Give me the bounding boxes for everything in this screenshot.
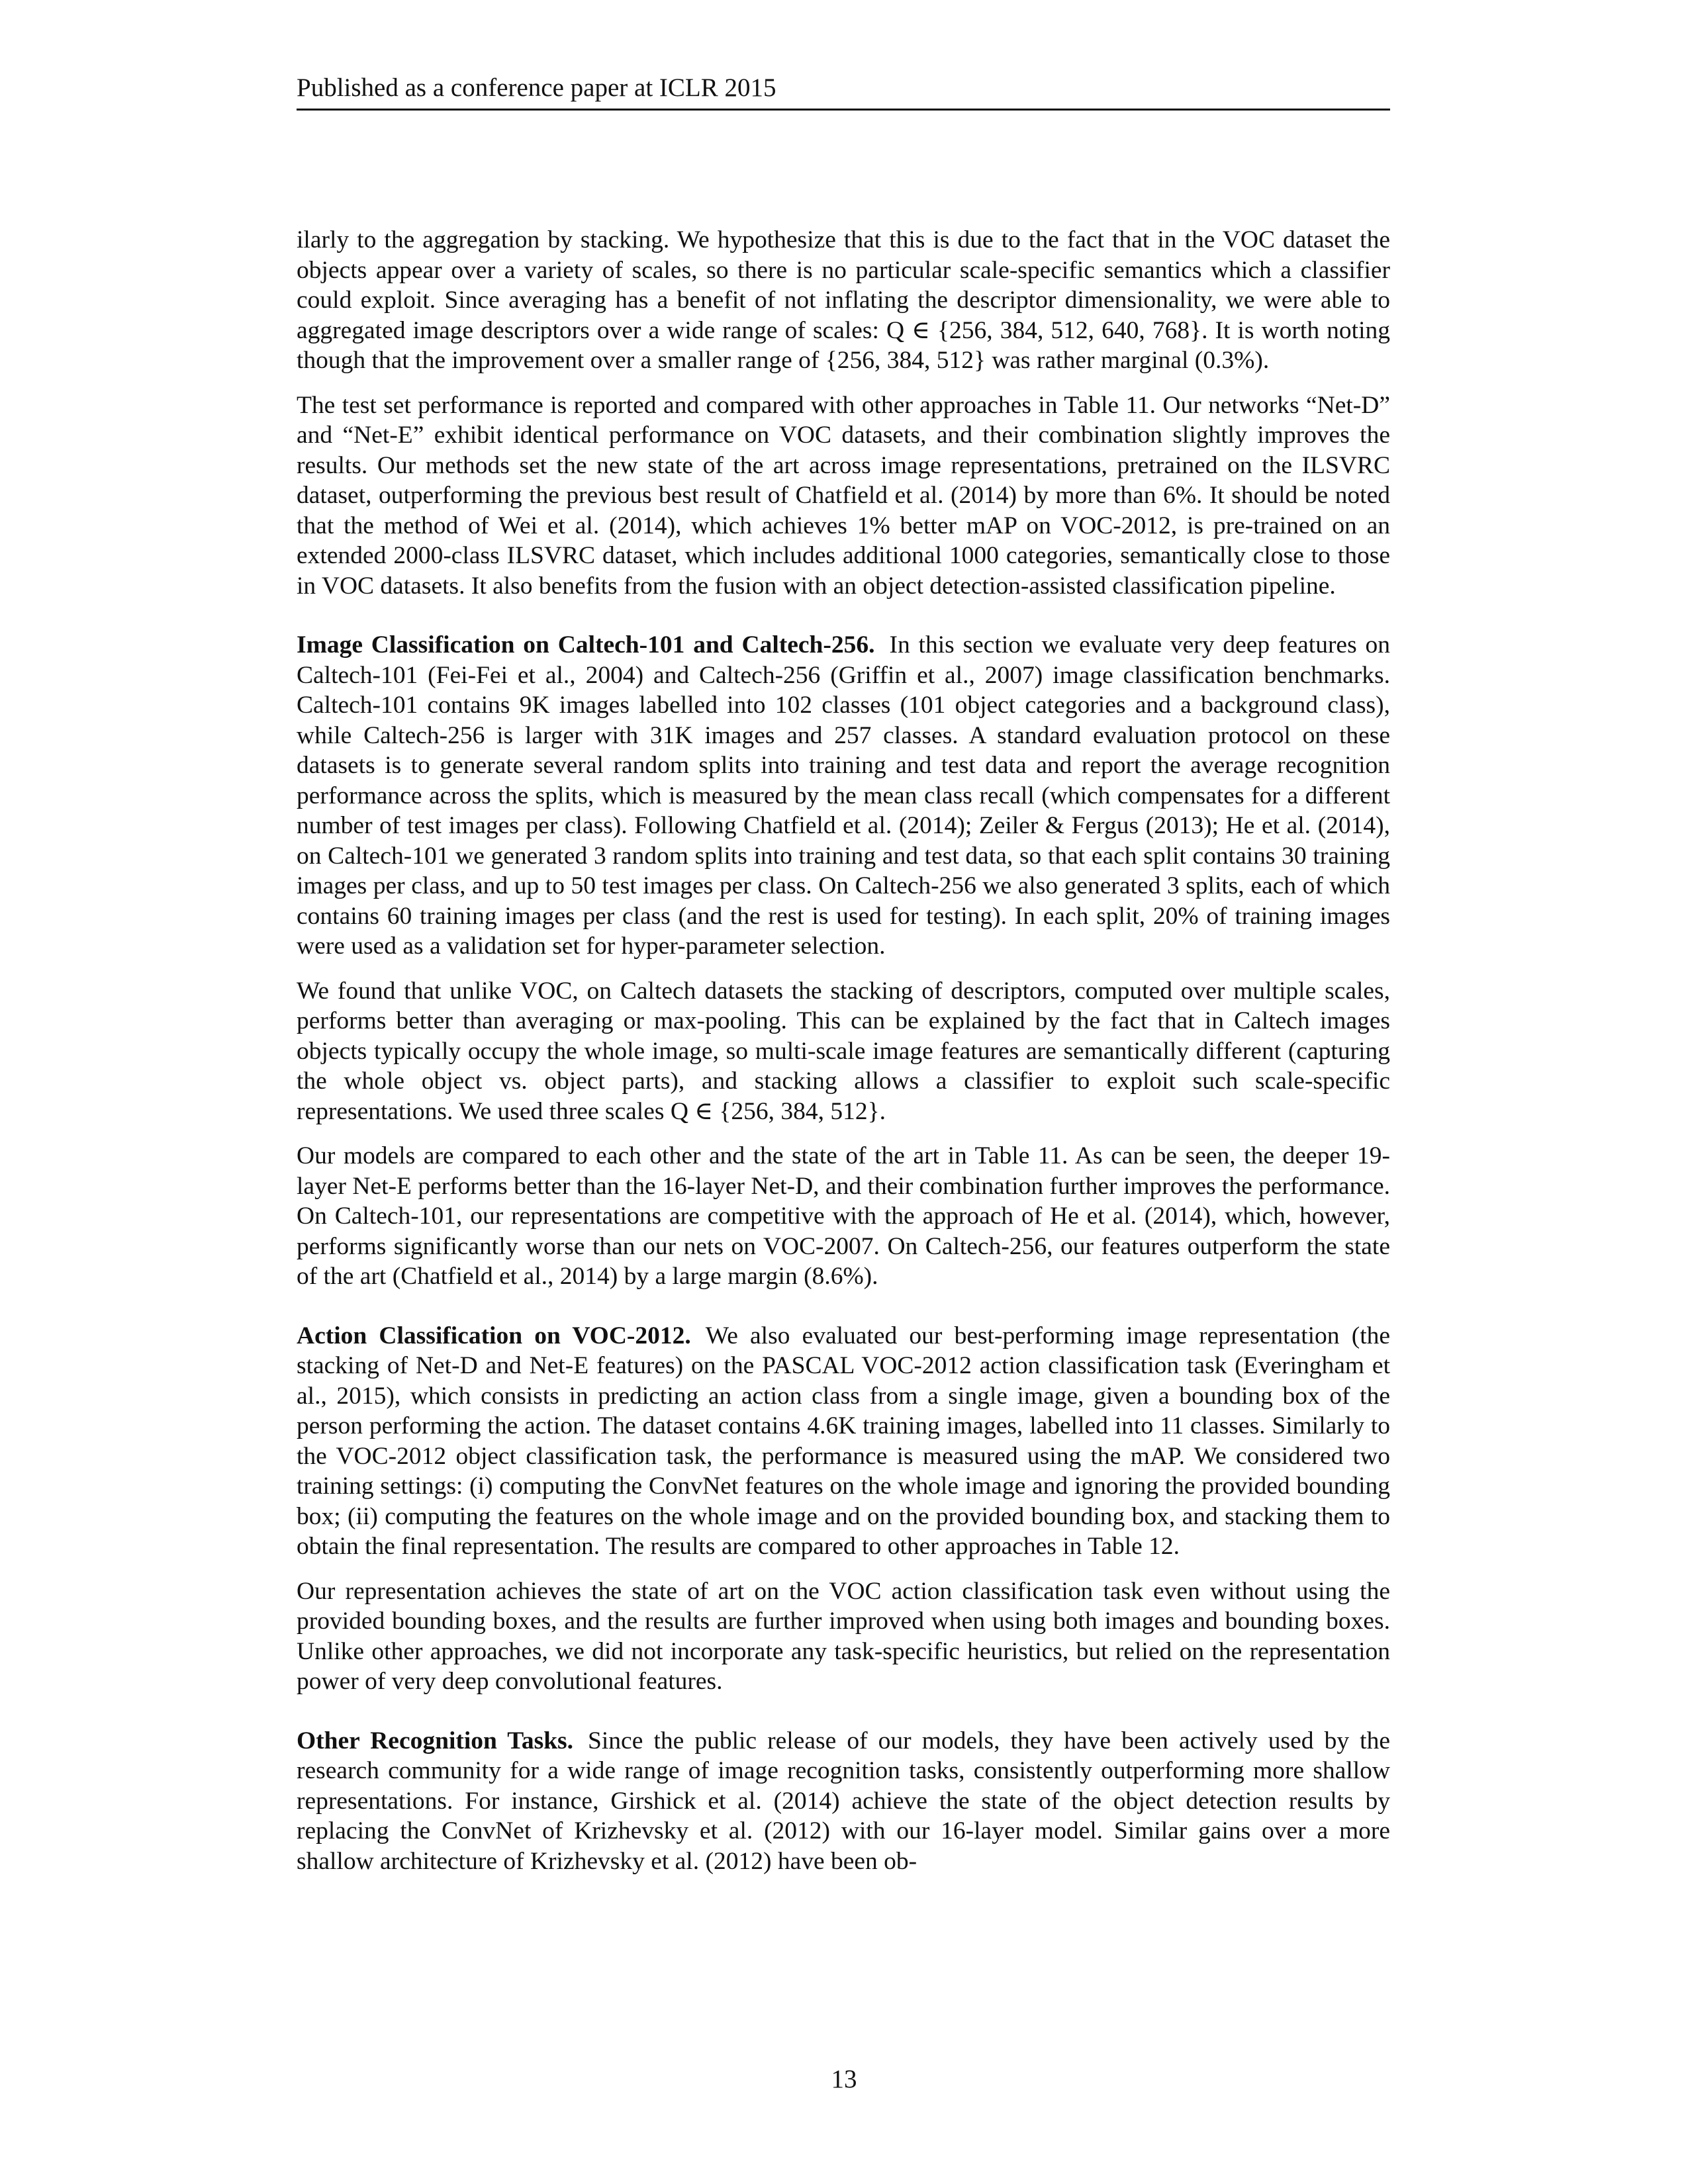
paragraph-heading: Image Classification on Caltech-101 and Caltech-256. — [297, 631, 875, 659]
paragraph-text: We found that unlike VOC, on Caltech datasets the stacking of descriptors, computed over multiple scales, performs better than averaging or max-pooling. This can be explained by the fact that in Caltech images objects typically occupy the whole image, so multi-scale image features are semantically different (capturing the whole object vs. object parts), and stacking allows a classifier to exploit such scale-specific representations. We used three scales Q ∈ {256, 384, 512}. — [297, 977, 1390, 1125]
paragraph-action-classification — [297, 1321, 1390, 1562]
paragraph-text: ilarly to the aggregation by stacking. We hypothesize that this is due to the fact that in the VOC dataset the objects appear over a variety of scales, so there is no particular scale-specific semantics which a classifier could exploit. Since averaging has a benefit of not inflating the descriptor dimensionality, we were able to aggregated image descriptors over a wide range of scales: Q ∈ {256, 384, 512, 640, 768}. It is worth noting though that the improvement over a smaller range of {256, 384, 512} was rather marginal (0.3%). — [297, 226, 1390, 374]
paragraph-text: Our models are compared to each other and the state of the art in Table 11. As can be seen, the deeper 19-layer Net-E performs better than the 16-layer Net-D, and their combination further improves the performance. On Caltech-101, our representations are competitive with the approach of He et al. (2014), which, however, performs significantly worse than our nets on VOC-2007. On Caltech-256, our features outperform the state of the art (Chatfield et al., 2014) by a large margin (8.6%). — [297, 1142, 1390, 1290]
paragraph-voc-test-performance — [297, 390, 1390, 602]
paragraph-voc-scale-aggregation — [297, 225, 1390, 376]
paragraph-heading: Action Classification on VOC-2012. — [297, 1322, 691, 1349]
paragraph-text: Since the public release of our models, they have been actively used by the research community for a wide range of image recognition tasks, consistently outperforming more shallow representations. For instance, Girshick et al. (2014) achieve the state of the object detection results by replacing the ConvNet of Krizhevsky et al. (2012) with our 16-layer model. Similar gains over a more shallow architecture of Krizhevsky et al. (2012) have been ob- — [297, 1727, 1390, 1875]
paragraph-text: In this section we evaluate very deep features on Caltech-101 (Fei-Fei et al., 2004) and Caltech-256 (Griffin et al., 2007) image classification benchmarks. Caltech-101 contains 9K images labelled into 102 classes (101 object categories and a background class), while Caltech-256 is larger with 31K images and 257 classes. A standard evaluation protocol on these datasets is to generate several random splits into training and test data and report the average recognition performance across the splits, which is measured by the mean class recall (which compensates for a different number of test images per class). Following Chatfield et al. (2014); Zeiler & Fergus (2013); He et al. (2014), on Caltech-101 we generated 3 random splits into training and test data, so that each split contains 30 training images per class, and up to 50 test images per class. On Caltech-256 we also generated 3 splits, each of which contains 60 training images per class (and the rest is used for testing). In each split, 20% of training images were used as a validation set for hyper-parameter selection. — [297, 631, 1390, 960]
paragraph-caltech-stacking — [297, 976, 1390, 1127]
paragraph-text: We also evaluated our best-performing image representation (the stacking of Net-D and Net-E features) on the PASCAL VOC-2012 action classification task (Everingham et al., 2015), which consists in predicting an action class from a single image, given a bounding box of the person performing the action. The dataset contains 4.6K training images, labelled into 11 classes. Similarly to the VOC-2012 object classification task, the performance is measured using the mAP. We considered two training settings: (i) computing the ConvNet features on the whole image and ignoring the provided bounding box; (ii) computing the features on the whole image and on the provided bounding box, and stacking them to obtain the final representation. The results are compared to other approaches in Table 12. — [297, 1322, 1391, 1560]
page-number: 13 — [831, 2065, 857, 2093]
paragraph-caltech-results — [297, 1141, 1390, 1292]
paragraph-text: Our representation achieves the state of art on the VOC action classification task even without using the provided bounding boxes, and the results are further improved when using both images and bounding boxes. Unlike other approaches, we did not incorporate any task-specific heuristics, but relied on the representation power of very deep convolutional features. — [297, 1577, 1390, 1695]
paragraph-caltech-intro — [297, 630, 1390, 962]
body-text — [297, 225, 1390, 1876]
paragraph-other-tasks — [297, 1726, 1390, 1877]
paragraph-heading: Other Recognition Tasks. — [297, 1727, 574, 1754]
running-header: Published as a conference paper at ICLR 2015 — [297, 71, 1390, 111]
paragraph-text: The test set performance is reported and compared with other approaches in Table 11. Our networks “Net-D” and “Net-E” exhibit identical performance on VOC datasets, and their combination slightly improves the results. Our methods set the new state of the art across image representations, pretrained on the ILSVRC dataset, outperforming the previous best result of Chatfield et al. (2014) by more than 6%. It should be noted that the method of Wei et al. (2014), which achieves 1% better mAP on VOC-2012, is pre-trained on an extended 2000-class ILSVRC dataset, which includes additional 1000 categories, semantically close to those in VOC datasets. It also benefits from the fusion with an object detection-assisted classification pipeline. — [297, 391, 1390, 600]
paragraph-action-results — [297, 1576, 1390, 1697]
